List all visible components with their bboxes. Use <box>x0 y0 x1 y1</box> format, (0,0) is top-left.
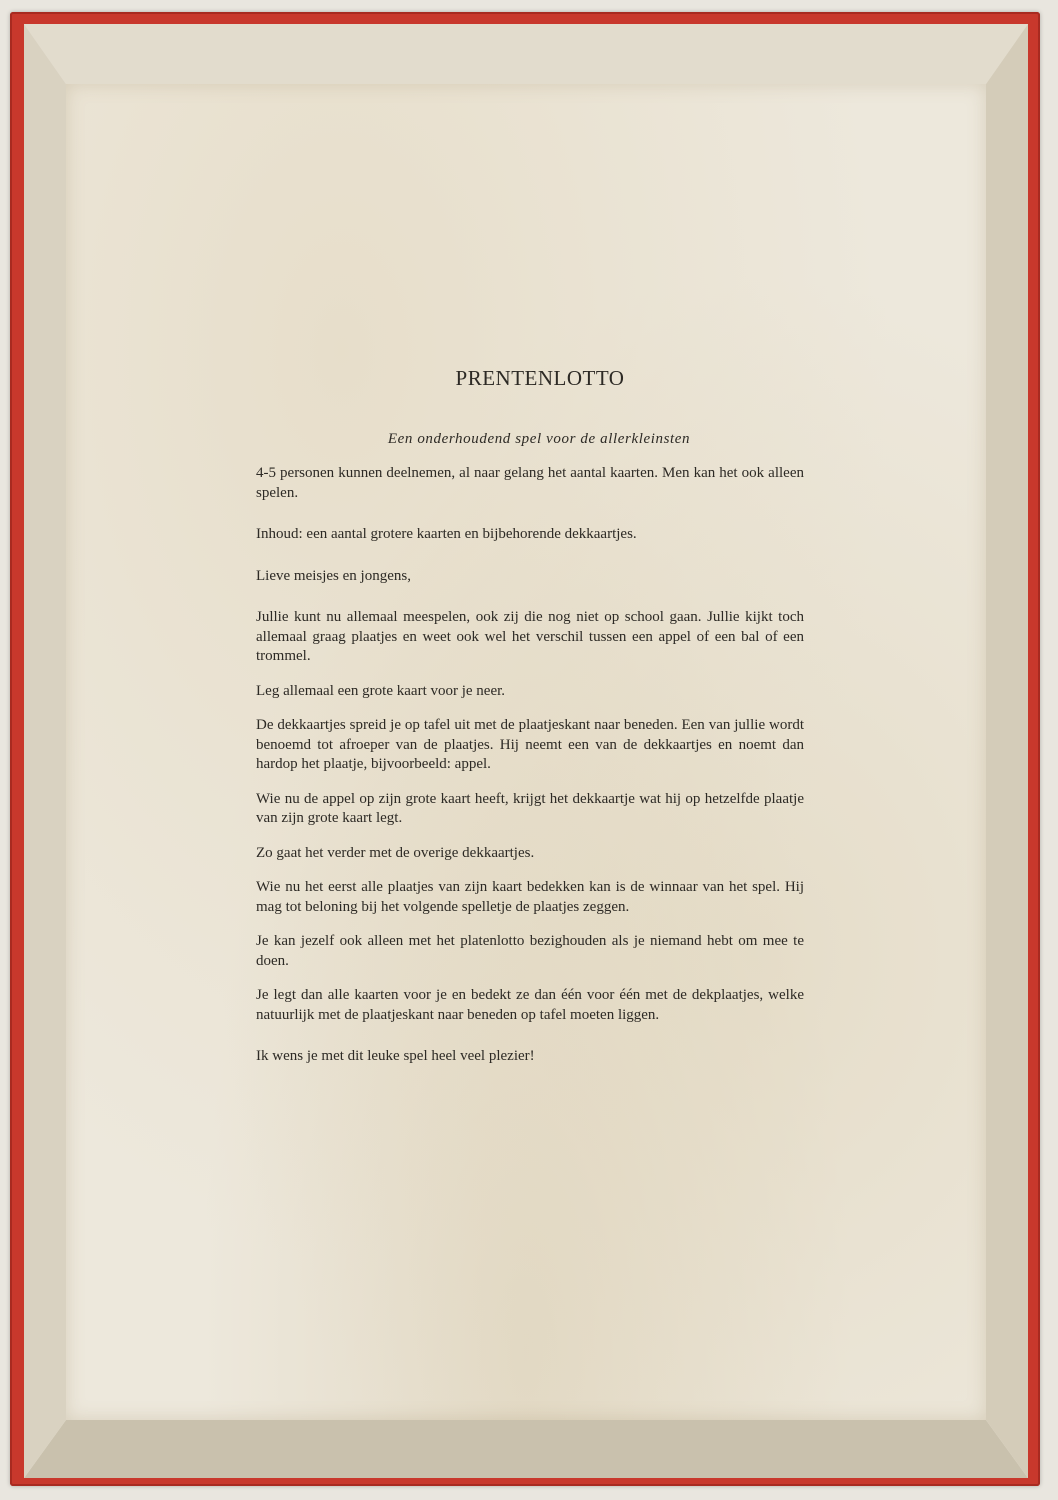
paragraph-closing: Ik wens je met dit leuke spel heel veel plezier! <box>256 1048 535 1064</box>
box-wall-right <box>986 24 1028 1478</box>
paragraph-intro: Jullie kunt nu allemaal meespelen, ook zij die nog niet op school gaan. Jullie kijkt toch allemaal graag plaatjes en weet ook wel het verschil tussen een appel of een bal of een trommel. <box>256 609 804 664</box>
paragraph-contents: Inhoud: een aantal grotere kaarten en bijbehorende dekkaartjes. <box>256 526 637 542</box>
box-wall-bottom <box>24 1420 1028 1478</box>
instruction-sheet <box>66 84 986 1420</box>
paragraph-solo: Je kan jezelf ook alleen met het platenlotto bezighouden als je niemand hebt om mee te doen. <box>256 933 804 969</box>
document-subtitle: Een onderhoudend spel voor de allerkleinsten <box>387 431 691 447</box>
instructions-text <box>256 366 804 1082</box>
box-wall-top <box>24 24 1028 84</box>
paragraph-continue: Zo gaat het verder met de overige dekkaartjes. <box>256 844 535 861</box>
paragraph-spread-cards: De dekkaartjes spreid je op tafel uit met de plaatjeskant naar beneden. Een van jullie wordt benoemd tot afroeper van de plaatjes. Hij neemt een van de dekkaartjes en noemt dan hardop het plaatje, bijvoorbeeld: appel. <box>256 717 804 772</box>
paragraph-players: 4-5 personen kunnen deelnemen, al naar gelang het aantal kaarten. Men kan het ook alleen spelen. <box>256 465 804 501</box>
paragraph-solo-how: Je legt dan alle kaarten voor je en bedekt ze dan één voor één met de dekplaatjes, welke natuurlijk met de plaatjeskant naar beneden op tafel moeten liggen. <box>256 987 804 1023</box>
paragraph-match: Wie nu de appel op zijn grote kaart heeft, krijgt het dekkaartje wat hij op hetzelfde plaatje van zijn grote kaart legt. <box>256 790 804 826</box>
document-title: PRENTENLOTTO <box>455 366 625 390</box>
paragraph-winner: Wie nu het eerst alle plaatjes van zijn kaart bedekken kan is de winnaar van het spel. Hij mag tot beloning bij het volgende spelletje de plaatjes zeggen. <box>256 879 804 915</box>
box-wall-left <box>24 24 66 1478</box>
paragraph-greeting: Lieve meisjes en jongens, <box>256 567 411 584</box>
paragraph-lay-card: Leg allemaal een grote kaart voor je neer. <box>256 682 506 699</box>
